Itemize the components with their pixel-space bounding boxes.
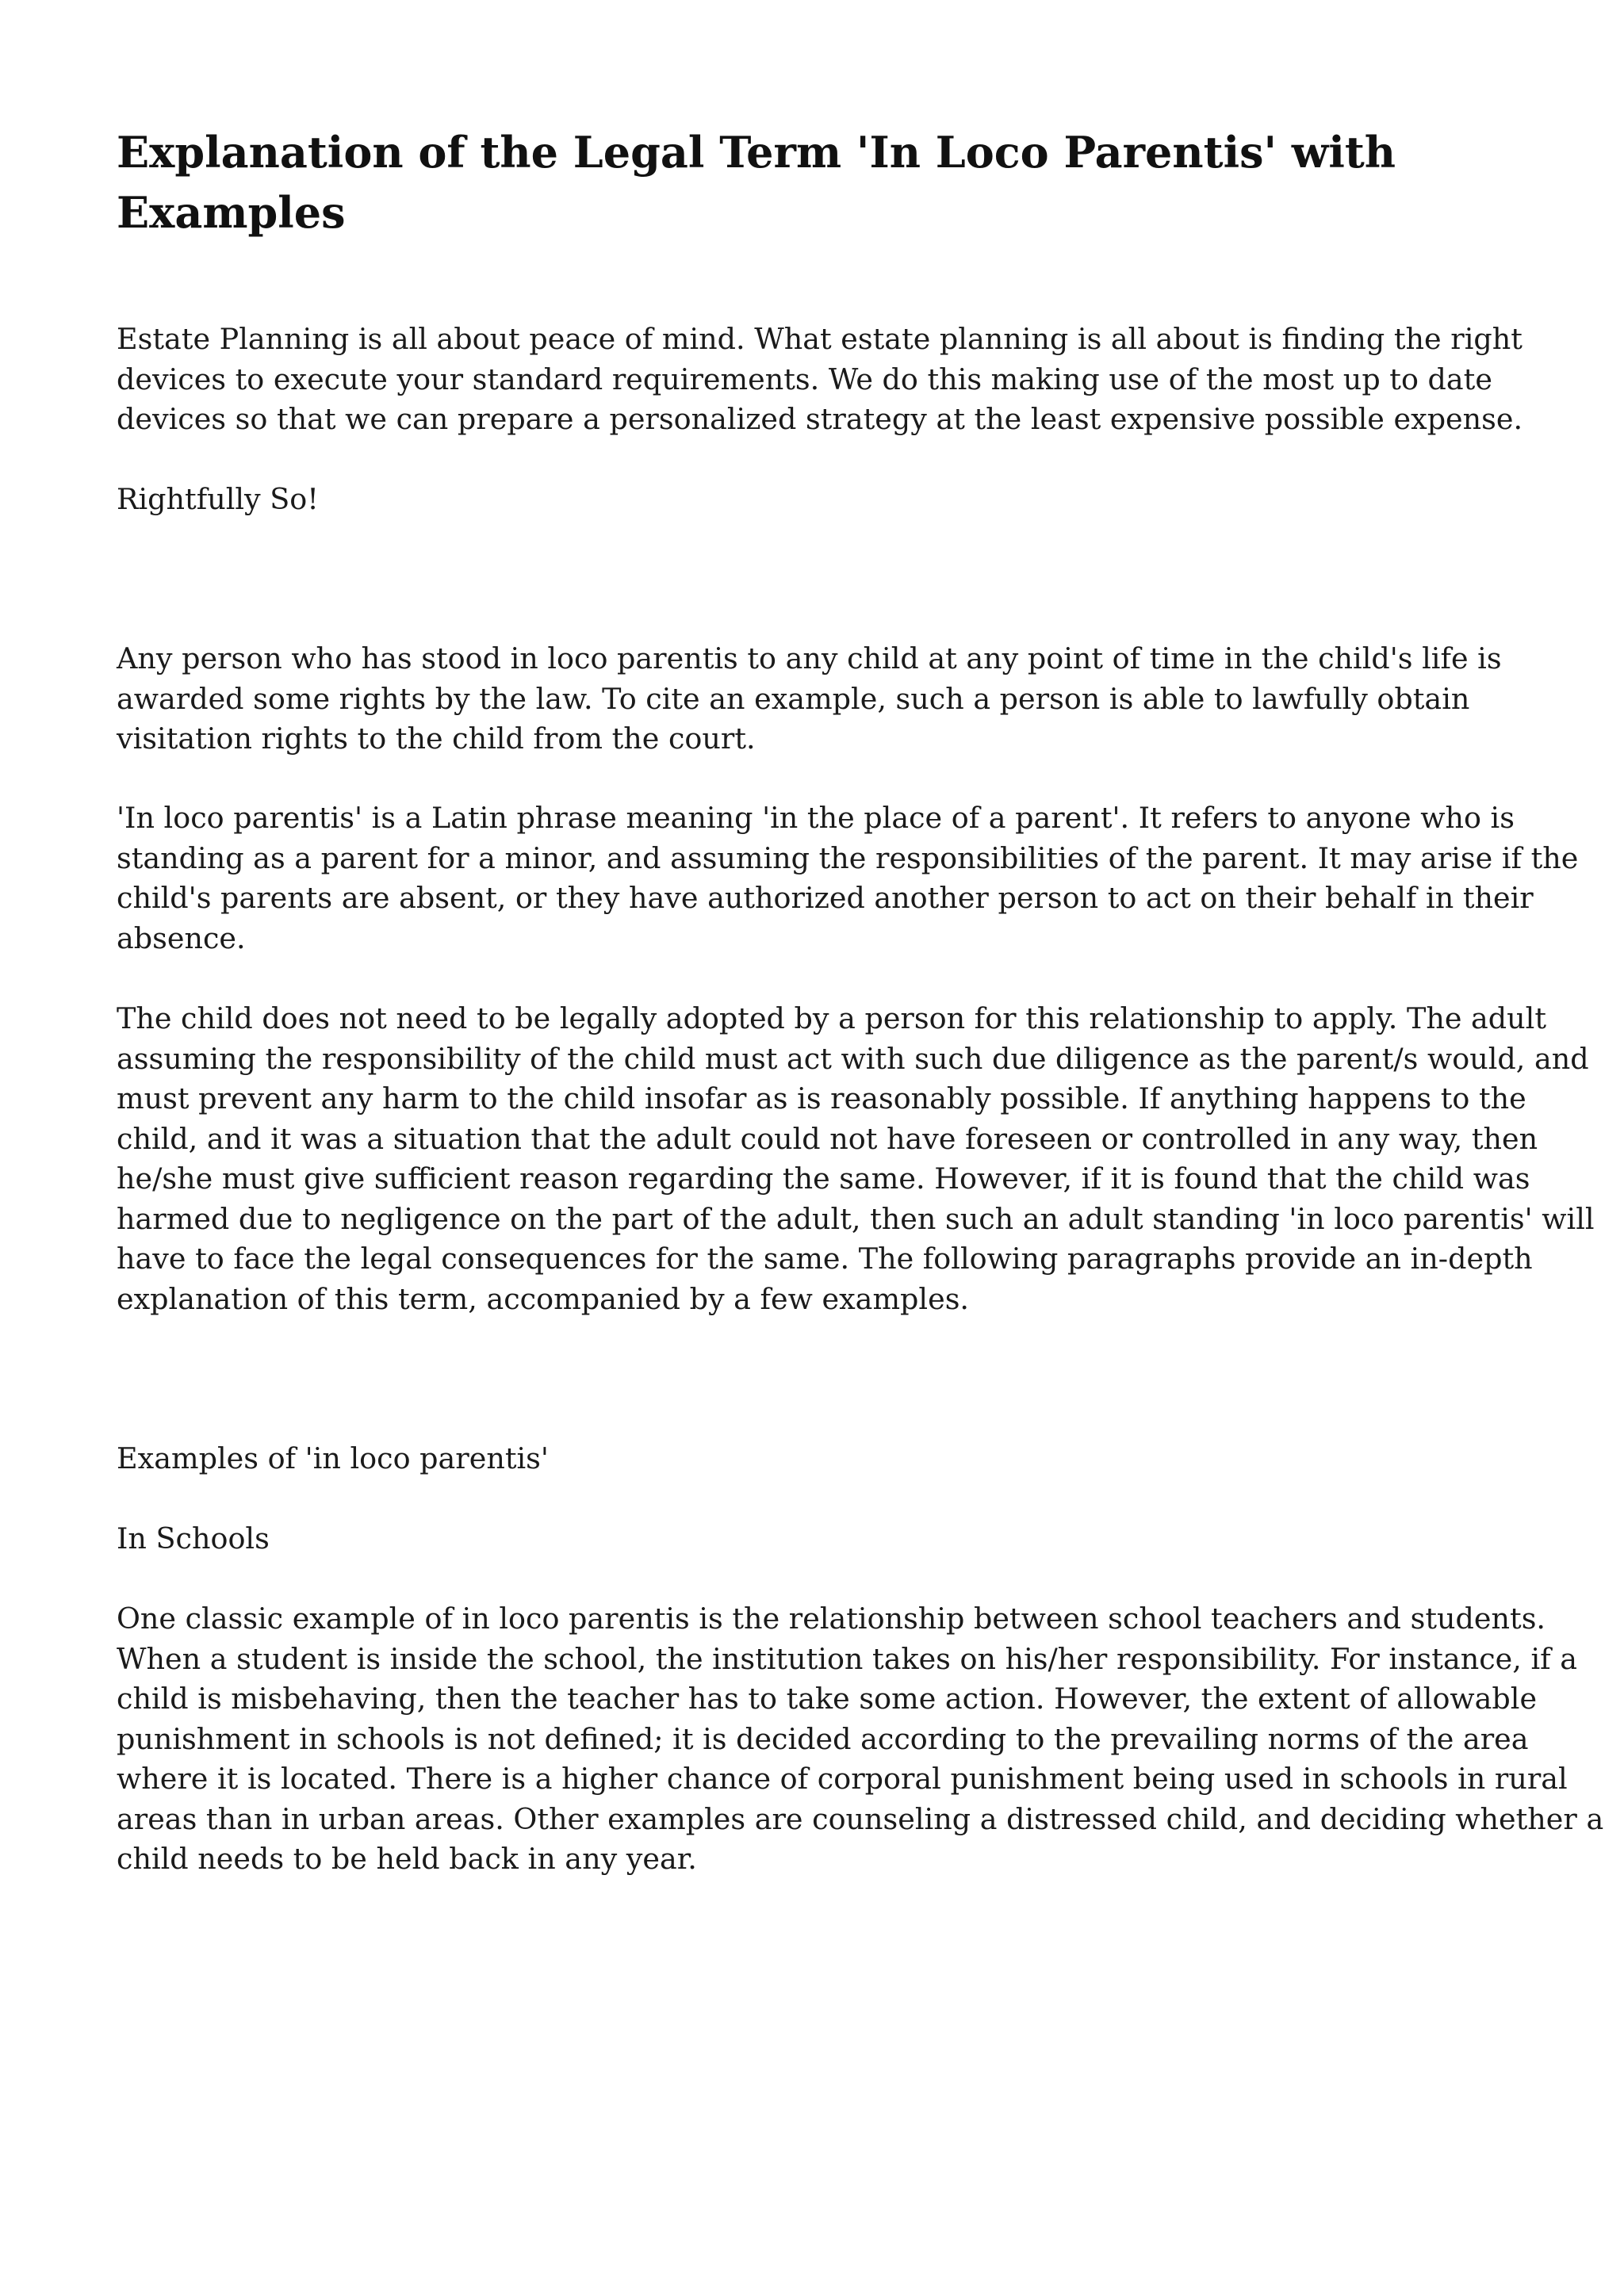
adoption-line: child, and it was a situation that the adult could not have foreseen or controlled in any way, then xyxy=(117,1121,1538,1156)
schools-line: punishment in schools is not defined; it is decided according to the prevailing norms of the area xyxy=(117,1721,1529,1756)
meaning-line: 'In loco parentis' is a Latin phrase meaning 'in the place of a parent'. It refers to anyone who is xyxy=(117,801,1515,835)
schools-heading-line: In Schools xyxy=(117,1521,270,1556)
adoption-paragraph xyxy=(117,999,1595,1319)
adoption-line: The child does not need to be legally adopted by a person for this relationship to apply. The adult xyxy=(117,1001,1547,1035)
meaning-line: child's parents are absent, or they have authorized another person to act on their behalf in their xyxy=(117,881,1534,915)
schools-paragraph xyxy=(117,1599,1603,1880)
title-line: Explanation of the Legal Term 'In Loco Parentis' with xyxy=(117,127,1396,178)
intro-paragraph xyxy=(117,320,1522,440)
intro-line: devices so that we can prepare a personalized strategy at the least expensive possible expense. xyxy=(117,402,1523,436)
adoption-line: assuming the responsibility of the child must act with such due diligence as the parent/s would, and xyxy=(117,1041,1589,1076)
intro-line: Estate Planning is all about peace of mind. What estate planning is all about is finding the right xyxy=(117,322,1522,356)
schools-line: child is misbehaving, then the teacher has to take some action. However, the extent of allowable xyxy=(117,1682,1538,1716)
adoption-line: he/she must give sufficient reason regarding the same. However, if it is found that the child was xyxy=(117,1161,1530,1196)
meaning-line: absence. xyxy=(117,920,246,955)
meaning-line: standing as a parent for a minor, and assuming the responsibilities of the parent. It may arise if the xyxy=(117,840,1579,875)
schools-line: child needs to be held back in any year. xyxy=(117,1842,697,1876)
schools-line: where it is located. There is a higher chance of corporal punishment being used in schools in rural xyxy=(117,1762,1568,1796)
rights-line: visitation rights to the child from the court. xyxy=(117,721,756,756)
rightfully-line: Rightfully So! xyxy=(117,482,319,516)
schools-heading xyxy=(117,1519,270,1559)
meaning-paragraph xyxy=(117,798,1578,959)
examples-heading-line: Examples of 'in loco parentis' xyxy=(117,1441,549,1475)
examples-heading xyxy=(117,1439,549,1479)
adoption-line: must prevent any harm to the child insofar as is reasonably possible. If anything happens to the xyxy=(117,1081,1526,1115)
rights-line: Any person who has stood in loco parentis to any child at any point of time in the child's life is xyxy=(117,641,1502,675)
schools-line: When a student is inside the school, the institution takes on his/her responsibility. For instance, if a xyxy=(117,1641,1578,1676)
document-title xyxy=(117,122,1480,243)
schools-line: areas than in urban areas. Other examples are counseling a distressed child, and deciding whether a xyxy=(117,1801,1604,1836)
intro-line: devices to execute your standard requirements. We do this making use of the most up to date xyxy=(117,362,1492,396)
rights-line: awarded some rights by the law. To cite an example, such a person is able to lawfully obtain xyxy=(117,681,1470,716)
adoption-line: explanation of this term, accompanied by a few examples. xyxy=(117,1281,970,1316)
rights-paragraph xyxy=(117,639,1502,760)
adoption-line: have to face the legal consequences for the same. The following paragraphs provide an in-depth xyxy=(117,1242,1533,1276)
title-line: Examples xyxy=(117,187,346,238)
rightfully-so-text xyxy=(117,480,319,520)
schools-line: One classic example of in loco parentis is the relationship between school teachers and students. xyxy=(117,1601,1546,1636)
adoption-line: harmed due to negligence on the part of the adult, then such an adult standing 'in loco parentis' will xyxy=(117,1201,1595,1236)
